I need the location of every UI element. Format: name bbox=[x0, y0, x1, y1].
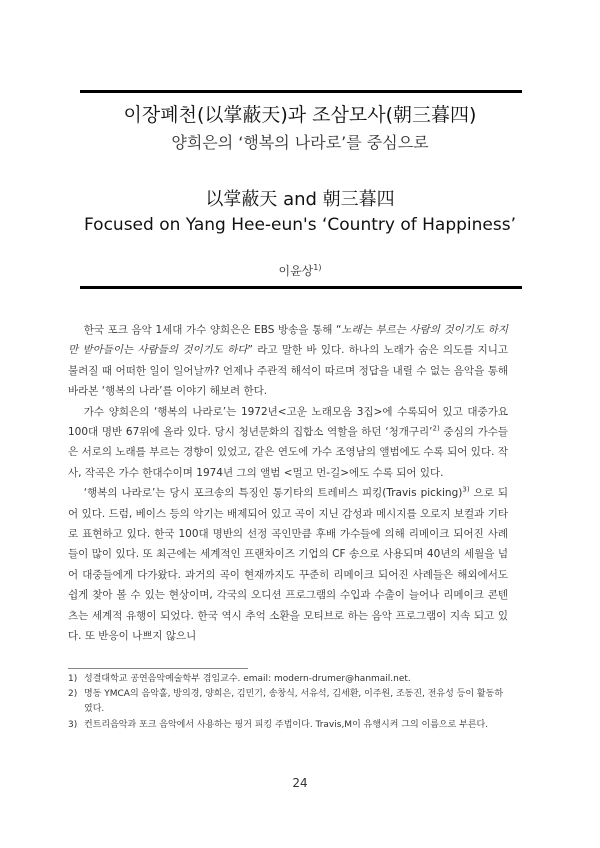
title-top-rule bbox=[80, 90, 522, 93]
author-footnote-marker: 1) bbox=[313, 263, 322, 272]
footnote-number: 1) bbox=[68, 674, 78, 684]
p2-footnote-marker: 2) bbox=[432, 424, 440, 433]
footnote-2 bbox=[68, 687, 508, 717]
title-hanja-english: 以掌蔽天 and 朝三暮四 bbox=[205, 189, 395, 210]
title-bottom-rule bbox=[80, 286, 522, 289]
footnote-text: 컨트리음악과 포크 음악에서 사용하는 핑거 피킹 주법이다. Travis,M이 유행시켜 그의 이름으로 부른다. bbox=[84, 719, 489, 730]
p1-quote: 노래는 부르는 사람의 것이기도 하지만 받아들이는 사람들의 것이기도 하다 bbox=[68, 324, 508, 357]
title-korean: 이장폐천(以掌蔽天)과 조삼모사(朝三暮四) bbox=[123, 104, 477, 126]
footnote-number: 3) bbox=[68, 719, 78, 730]
author-line bbox=[0, 262, 600, 279]
p1-intro: 한국 포크 음악 1세대 가수 양희은은 EBS 방송을 통해 “ bbox=[83, 324, 342, 336]
paragraph-1 bbox=[68, 320, 508, 402]
footnote-text: 성결대학교 공연음악예술학부 겸임교수. email: modern-drumer@hanmail.net. bbox=[84, 674, 411, 684]
paragraph-3 bbox=[68, 483, 508, 646]
p2-intro: 가수 양희은의 ‘행복의 나라로’는 1972년<고운 노래모음 3집>에 수록되어 있고 대중가요 100대 명반 67위에 올라 있다. 당시 청년문화의 집합소 역할을 하던 ‘청개구리’ bbox=[68, 405, 508, 439]
paragraph-2 bbox=[68, 402, 508, 484]
body-text bbox=[68, 320, 508, 647]
footnote-number: 2) bbox=[68, 689, 78, 700]
title-english: Focused on Yang Hee-eun's ‘Country of Happiness’ bbox=[84, 215, 516, 235]
p2-rest: 중심의 가수들은 서로의 노래를 부르는 경향이 있었고, 같은 연도에 가수 조영남의 앨범에도 수록 되어 있다. 작사, 작곡은 가수 한대수이며 1974년 그의 앨범 <멀고 먼-길>에도 수록 되어 있다. bbox=[68, 426, 508, 479]
page-number: 24 bbox=[292, 776, 308, 790]
footnote-3 bbox=[68, 718, 508, 733]
footnote-divider bbox=[68, 668, 248, 669]
p3-rest: 으로 되어 있다. 드럼, 베이스 등의 악기는 배제되어 있고 곡이 지닌 감성과 메시지를 오로지 보컬과 기타로 표현하고 있다. 한국 100대 명반의 선정 곡인만큼 후배 가수들에 의해 리메이크 되어진 사례들이 많이 있다. 또 최근에는 세계적인 프랜차이즈 기업의 CF 송으로 사용되며 40년의 세월을 넘어 대중들에게 다가왔다. 과거의 곡이 현재까지도 꾸준히 리메이크 되어진 사례들은 해외에서도 쉽게 찾아 볼 수 있는 현상이며, 각국의 오디션 프로그램의 수입과 수출이 늘어나 리메이크 콘텐츠는 세계적 유행이 되었다. 한국 역시 추억 소환을 모티브로 하는 음악 프로그램이 지속 되고 있다. 또 반응이 나쁘지 않으니 bbox=[68, 487, 509, 643]
subtitle-korean: 양희은의 ‘행복의 나라로’를 중심으로 bbox=[171, 133, 429, 152]
footnotes bbox=[68, 672, 508, 733]
p1-rest: ” 라고 말한 바 있다. 하나의 노래가 숨은 의도를 지니고 불려질 때 어떠한 일이 일어날까? 언제나 주관적 해석이 따르며 정답을 내릴 수 없는 음악을 통해 바라본 ‘행복의 나라’를 이야기 해보려 한다. bbox=[68, 344, 508, 398]
p3-footnote-marker: 3) bbox=[462, 485, 470, 494]
p3-intro: ‘행복의 나라로’는 당시 포크송의 특징인 통기타의 트레비스 피킹(Travis picking) bbox=[83, 487, 463, 500]
footnote-1 bbox=[68, 672, 508, 687]
footnote-text: 명동 YMCA의 음악홀, 방의경, 양희은, 김민기, 송창식, 서유석, 김세환, 이주원, 조동진, 전유성 등이 활동하였다. bbox=[84, 689, 504, 715]
author-name: 이윤상 bbox=[278, 264, 314, 278]
